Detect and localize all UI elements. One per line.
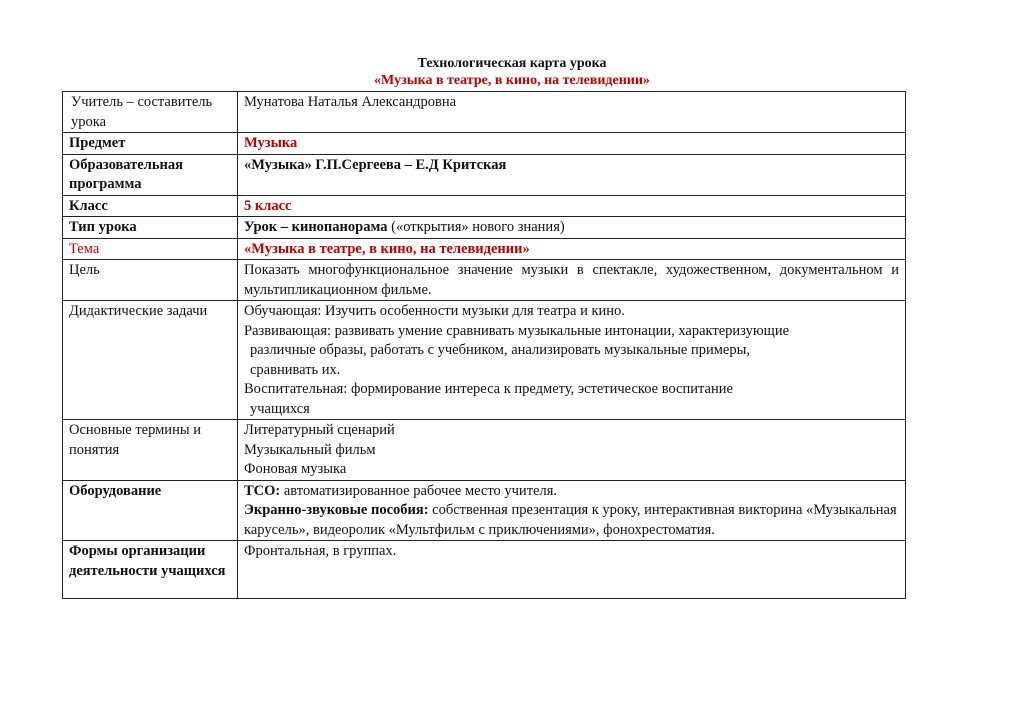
lesson-type-value <box>238 217 906 239</box>
tasks-value <box>238 301 906 420</box>
task-line: различные образы, работать с учебником, анализировать музыкальные примеры, <box>250 342 750 358</box>
table-row <box>63 541 906 599</box>
table-row <box>63 301 906 420</box>
subject-value: Музыка <box>238 133 906 155</box>
aids-label: Экранно-звуковые пособия: <box>244 502 429 518</box>
forms-label: Формы организации деятельности учащихся <box>63 541 238 599</box>
teacher-value: Мунатова Наталья Александровна <box>238 92 906 133</box>
term-item: Фоновая музыка <box>244 461 347 477</box>
subject-label: Предмет <box>63 133 238 155</box>
task-line: Развивающая: развивать умение сравнивать музыкальные интонации, характеризующие <box>244 322 790 339</box>
table-row <box>63 480 906 541</box>
table-row <box>63 133 906 155</box>
task-line: Обучающая: Изучить особенности музыки для театра и кино. <box>244 303 625 319</box>
tso-label: ТСО: <box>244 482 281 499</box>
grade-label: Класс <box>63 195 238 217</box>
task-line: учащихся <box>250 400 310 417</box>
forms-value: Фронтальная, в группах. <box>238 541 906 599</box>
program-label: Образовательная программа <box>63 154 238 195</box>
lesson-type-label: Тип урока <box>63 217 238 239</box>
table-row <box>63 238 906 260</box>
lesson-type-rest: («открытия» нового знания) <box>387 219 565 235</box>
task-line: Воспитательная: формирование интереса к предмету, эстетическое воспитание <box>244 381 733 397</box>
title-line: Технологическая карта урока <box>417 56 607 71</box>
task-line: сравнивать их. <box>250 361 341 378</box>
table-row <box>63 260 906 301</box>
document-title <box>0 55 1024 89</box>
program-value: «Музыка» Г.П.Сергеева – Е.Д Критская <box>238 154 906 195</box>
table-row <box>63 217 906 239</box>
table-row <box>63 420 906 481</box>
table-row <box>63 195 906 217</box>
teacher-label: Учитель – составитель урока <box>63 92 238 133</box>
goal-value: Показать многофункциональное значение музыки в спектакле, художественном, документальном и мультипликационном фильме. <box>238 260 906 301</box>
lesson-type-bold: Урок – кинопанорама <box>244 219 388 235</box>
term-item: Музыкальный фильм <box>244 441 376 458</box>
tasks-label: Дидактические задачи <box>63 301 238 420</box>
grade-value: 5 класс <box>238 195 906 217</box>
topic-label: Тема <box>63 238 238 260</box>
goal-label: Цель <box>63 260 238 301</box>
subtitle-line: «Музыка в театре, в кино, на телевидении» <box>374 73 650 88</box>
terms-label: Основные термины и понятия <box>63 420 238 481</box>
lesson-card-table <box>62 91 906 599</box>
equipment-label: Оборудование <box>63 480 238 541</box>
aids-line <box>244 501 899 540</box>
equipment-value <box>238 480 906 541</box>
term-item: Литературный сценарий <box>244 422 395 438</box>
topic-value: «Музыка в театре, в кино, на телевидении» <box>238 238 906 260</box>
tso-line <box>244 482 899 502</box>
tso-value: автоматизированное рабочее место учителя. <box>280 482 557 499</box>
table-row <box>63 92 906 133</box>
terms-value <box>238 420 906 481</box>
table-row <box>63 154 906 195</box>
aids-value: собственная презентация к уроку, интерактивная викторина «Музыкальная карусель», видеоролик «Мультфильм с приключениями», фонохрестоматия. <box>244 502 897 538</box>
